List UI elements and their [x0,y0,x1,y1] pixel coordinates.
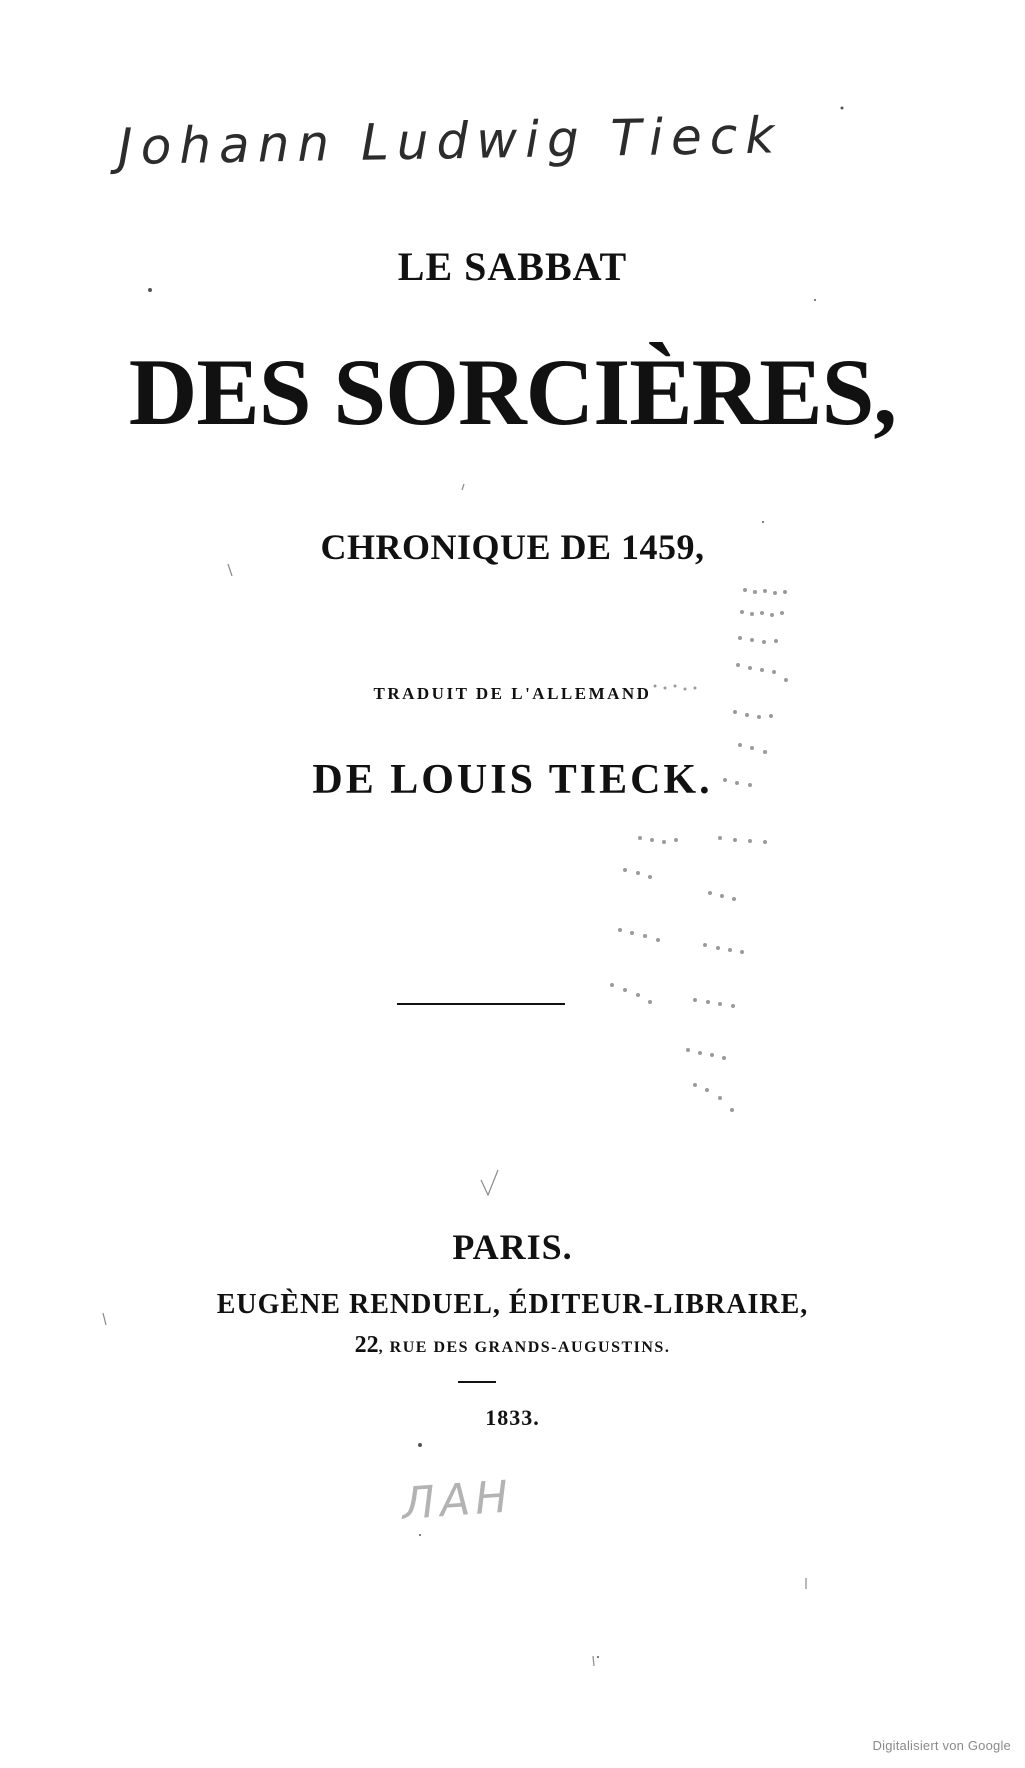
publisher-address [0,1332,1025,1359]
small-divider-rule [458,1381,496,1383]
handwritten-owner-name: Johann Ludwig Tieck [117,106,783,176]
publication-city: PARIS. [452,1227,573,1267]
digitization-watermark: Digitalisiert von Google [872,1738,1011,1753]
author-line: DE LOUIS TIECK. [312,757,713,803]
title-line-2: DES SORCIÈRES, [128,339,897,445]
title-line-1: LE SABBAT [397,244,628,289]
address-street: , RUE DES GRANDS-AUGUSTINS. [378,1339,671,1356]
publication-year: 1833. [485,1405,540,1430]
handwritten-shelfmark: ЛАН [400,1471,515,1530]
translation-note: TRADUIT DE L'ALLEMAND [373,684,652,703]
subtitle: CHRONIQUE DE 1459, [320,527,705,567]
address-number: 22 [354,1332,379,1358]
divider-rule [397,1003,565,1005]
bleedthrough-dots [610,588,788,1112]
publisher-line: EUGÈNE RENDUEL, ÉDITEUR-LIBRAIRE, [216,1289,809,1320]
